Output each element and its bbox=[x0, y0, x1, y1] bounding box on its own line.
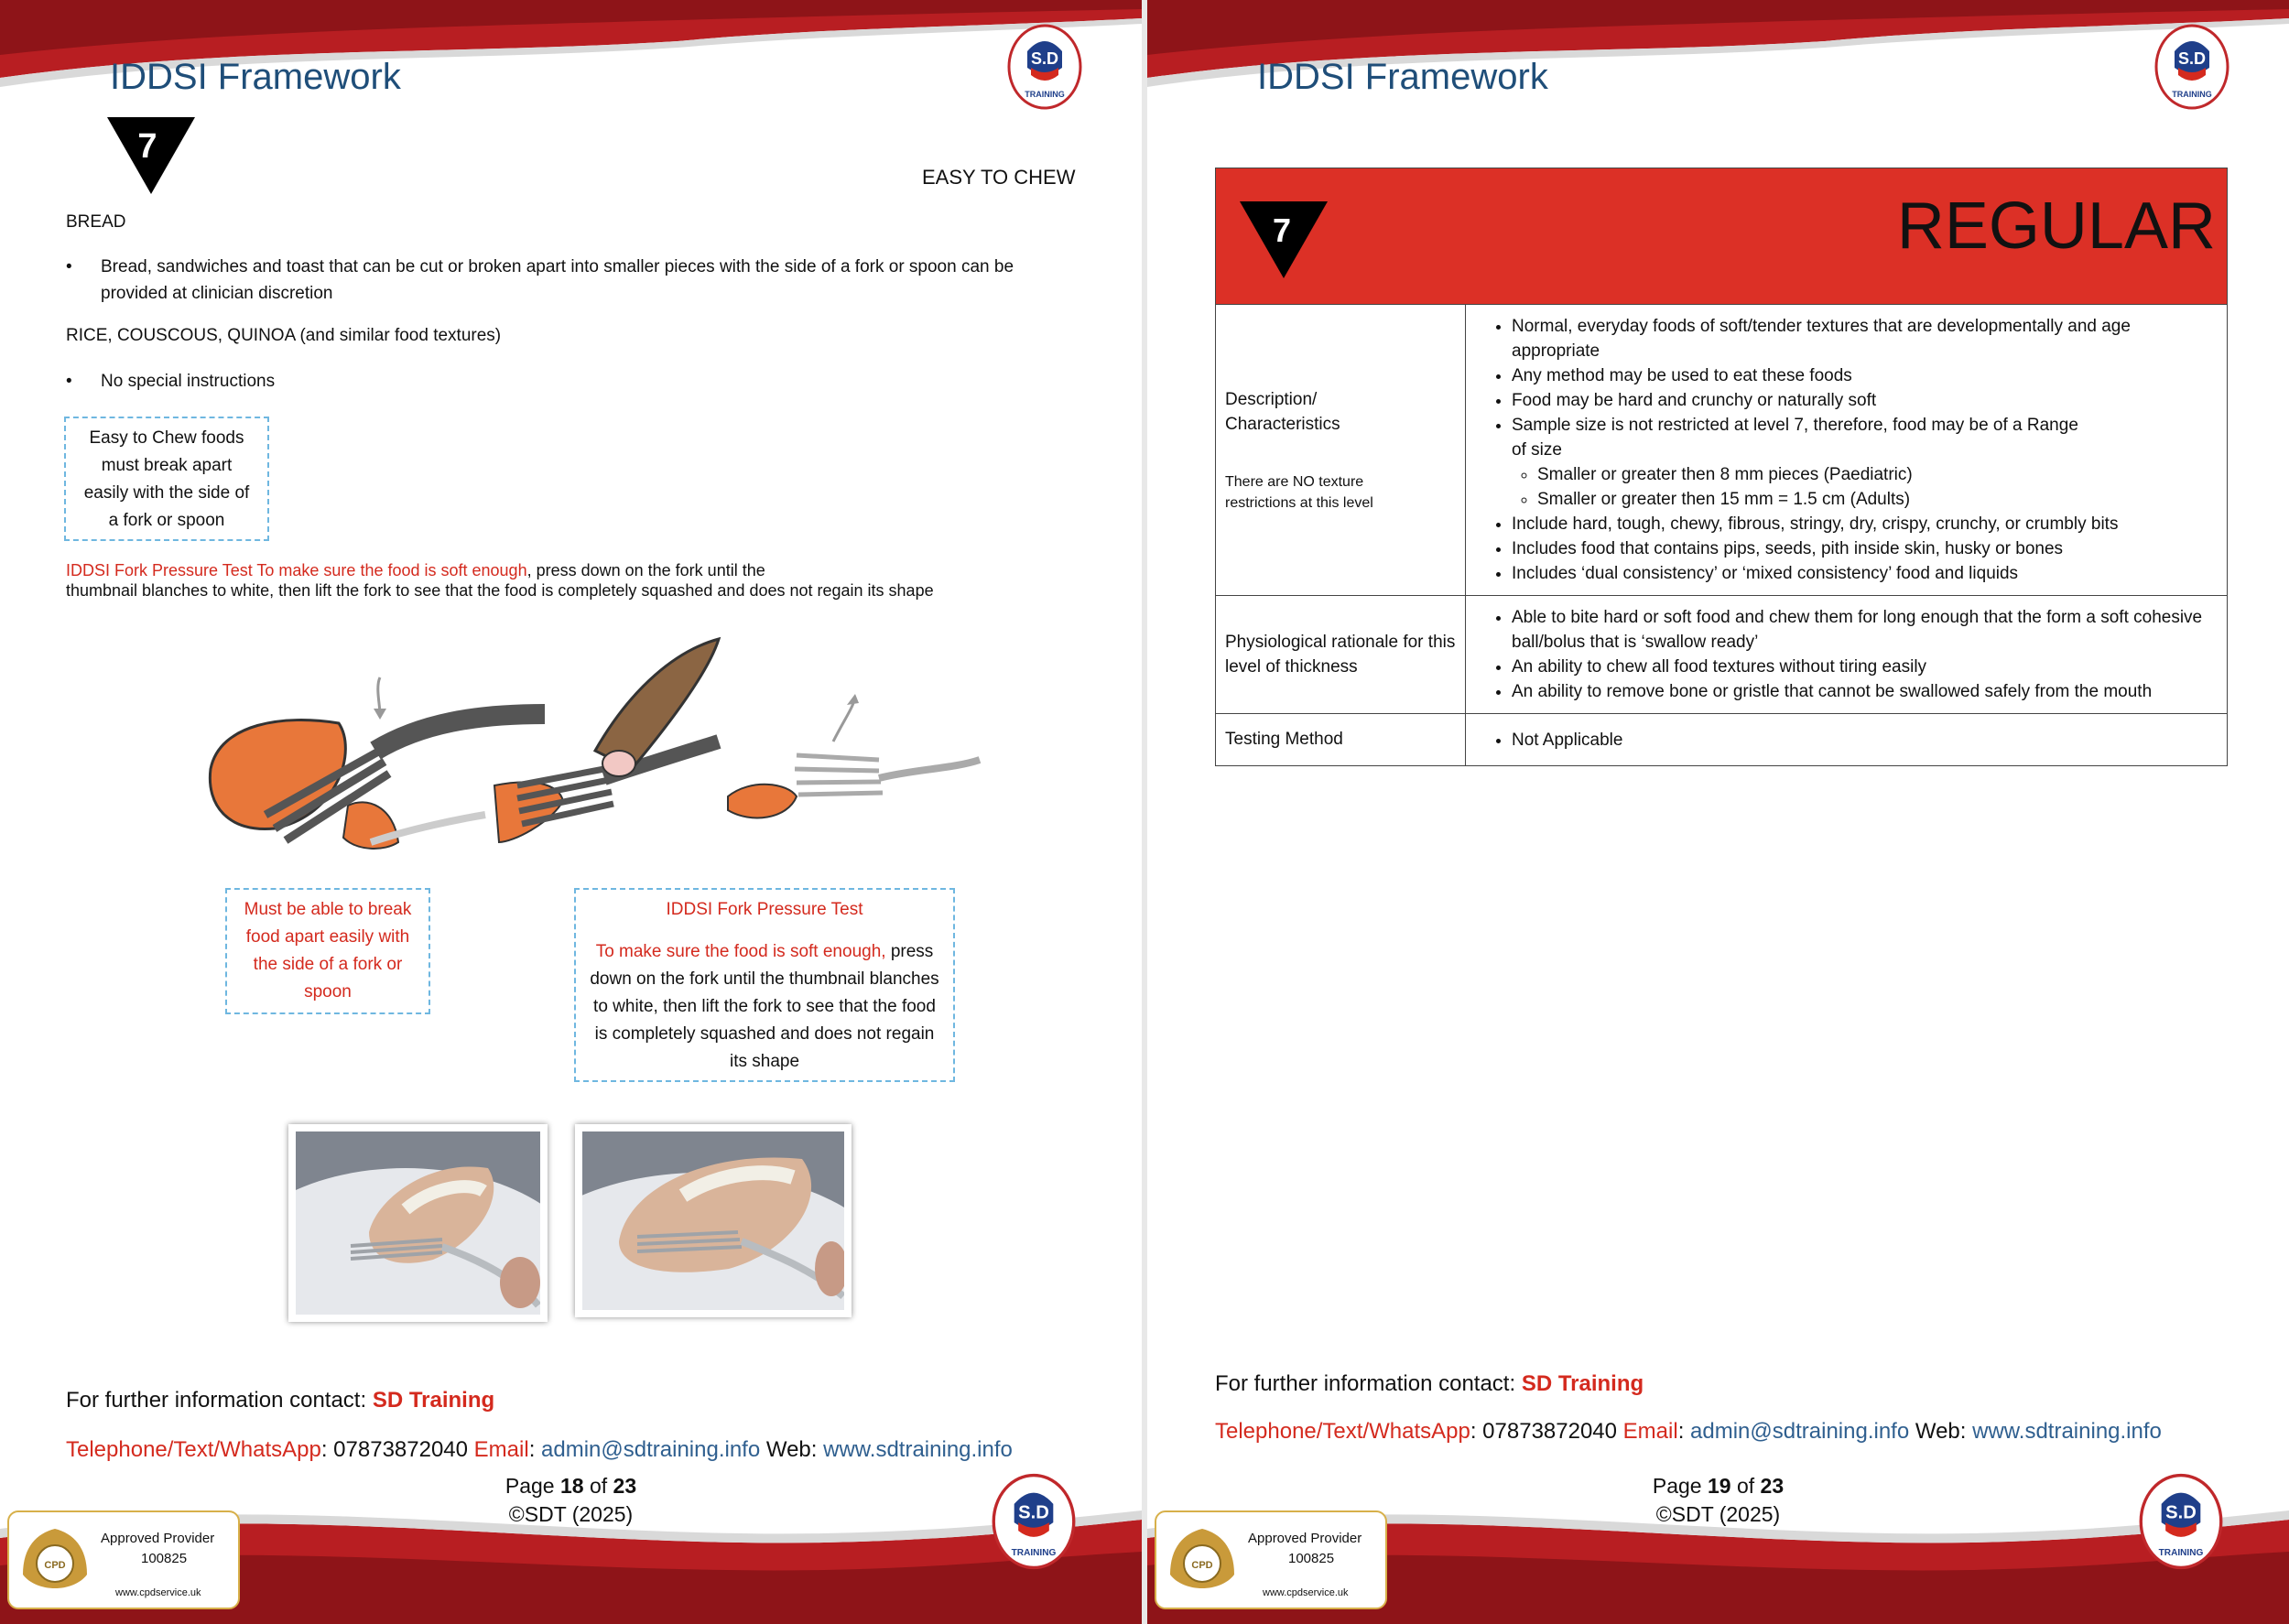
table-row bbox=[1216, 714, 2228, 766]
svg-text:TRAINING: TRAINING bbox=[1025, 90, 1065, 99]
web-label: Web: bbox=[1909, 1419, 1973, 1444]
level-7-triangle-icon bbox=[107, 117, 195, 194]
phone-label: Telephone/Text/WhatsApp bbox=[66, 1437, 321, 1462]
svg-text:7: 7 bbox=[137, 127, 157, 166]
copyright: ©SDT (2025) bbox=[1655, 1502, 1781, 1526]
regular-level-table bbox=[1215, 168, 2228, 766]
rice-heading: RICE, COUSCOUS, QUINOA (and similar food textures) bbox=[66, 326, 502, 345]
cpd-approved-badge bbox=[1155, 1510, 1387, 1609]
list-item: • Not Applicable bbox=[1512, 728, 2216, 752]
list-item: • An ability to chew all food textures without tiring easily bbox=[1512, 655, 2216, 679]
list-item bbox=[1512, 413, 2079, 512]
list-item: • Includes food that contains pips, seeds, pith inside skin, husky or bones bbox=[1512, 536, 2216, 561]
email-label: Email bbox=[473, 1437, 529, 1462]
phone-label: Telephone/Text/WhatsApp bbox=[1215, 1419, 1470, 1444]
contact-org: SD Training bbox=[1521, 1371, 1644, 1396]
badge-line2: 100825 bbox=[1288, 1551, 1335, 1566]
section-heading: EASY TO CHEW bbox=[922, 166, 1076, 189]
level-7-triangle-icon bbox=[1240, 201, 1328, 278]
row-label-testing: Testing Method bbox=[1216, 714, 1466, 766]
page-label: Page bbox=[1652, 1474, 1702, 1498]
email-colon: : bbox=[528, 1437, 542, 1462]
email-label: Email bbox=[1622, 1419, 1678, 1444]
svg-text:S.D: S.D bbox=[1018, 1502, 1049, 1523]
email-colon: : bbox=[1677, 1419, 1691, 1444]
contact-details bbox=[66, 1437, 1013, 1463]
phone-number: : 07873872040 bbox=[1470, 1419, 1623, 1444]
page-current: 18 bbox=[559, 1474, 584, 1498]
page-of: of bbox=[589, 1474, 608, 1498]
list-item: • Normal, everyday foods of soft/tender textures that are developmentally and age appropriate bbox=[1512, 314, 2216, 363]
email-link[interactable]: admin@sdtraining.info bbox=[1690, 1419, 1910, 1444]
contact-intro-text: For further information contact: bbox=[1215, 1371, 1522, 1396]
page-number bbox=[0, 1474, 1142, 1499]
svg-text:TRAINING: TRAINING bbox=[1011, 1548, 1057, 1559]
table-title-cell bbox=[1216, 168, 2228, 305]
badge-line2: 100825 bbox=[141, 1551, 188, 1566]
list-item: • Includes ‘dual consistency’ or ‘mixed consistency’ food and liquids bbox=[1512, 561, 2216, 586]
food-photo-before bbox=[288, 1124, 548, 1322]
web-link[interactable]: www.sdtraining.info bbox=[1972, 1419, 2162, 1444]
badge-url: www.cpdservice.uk bbox=[115, 1587, 201, 1598]
web-label: Web: bbox=[760, 1437, 824, 1462]
sd-training-logo-footer bbox=[2139, 1467, 2223, 1575]
svg-text:S.D: S.D bbox=[1030, 49, 1059, 68]
document-page-18 bbox=[0, 0, 1142, 1624]
svg-text:S.D: S.D bbox=[2177, 49, 2207, 68]
list-item-text: Sample size is not restricted at level 7, therefore, food may be of a Range of size bbox=[1512, 416, 2078, 460]
bread-bullet: • Bread, sandwiches and toast that can be cut or broken apart into smaller pieces with the side of a fork or spoon can be provided at clinician discretion bbox=[101, 254, 1080, 307]
list-item: • Any method may be used to eat these foods bbox=[1512, 363, 2216, 388]
svg-text:CPD: CPD bbox=[44, 1560, 66, 1571]
svg-text:7: 7 bbox=[1272, 211, 1292, 249]
header-title: IDDSI Framework bbox=[110, 57, 401, 97]
svg-text:TRAINING: TRAINING bbox=[2172, 90, 2212, 99]
badge-url: www.cpdservice.uk bbox=[1263, 1587, 1349, 1598]
cpd-crest-icon bbox=[1166, 1520, 1239, 1602]
cpd-crest-icon bbox=[18, 1520, 92, 1602]
caption-break-apart: Must be able to break food apart easily with the side of a fork or spoon bbox=[225, 888, 430, 1014]
caption-fork-test bbox=[574, 888, 955, 1082]
sd-training-logo-footer bbox=[992, 1467, 1076, 1575]
copyright: ©SDT (2025) bbox=[508, 1502, 634, 1526]
fork-test-paragraph bbox=[66, 560, 1119, 601]
svg-text:TRAINING: TRAINING bbox=[2158, 1548, 2204, 1559]
row-content-physiological bbox=[1466, 596, 2228, 714]
list-item: • An ability to remove bone or gristle that cannot be swallowed safely from the mouth bbox=[1512, 679, 2216, 704]
sd-training-logo bbox=[2154, 24, 2229, 110]
document-page-19 bbox=[1147, 0, 2289, 1624]
page-number bbox=[1147, 1474, 2289, 1499]
page-of: of bbox=[1736, 1474, 1755, 1498]
fork-pressure-illustration bbox=[201, 632, 989, 870]
cpd-approved-badge bbox=[7, 1510, 240, 1609]
caption-fork-test-body: press down on the fork until the thumbnail blanches to white, then lift the fork to see that the food is completely squashed and does not regain its shape bbox=[590, 942, 939, 1071]
row-label: Description/ Characteristics bbox=[1225, 389, 1340, 434]
list-item: • Include hard, tough, chewy, fibrous, stringy, dry, crispy, crunchy, or crumbly bits bbox=[1512, 512, 2216, 536]
table-row bbox=[1216, 596, 2228, 714]
sd-training-logo bbox=[1007, 24, 1082, 110]
page-current: 19 bbox=[1707, 1474, 1731, 1498]
svg-text:S.D: S.D bbox=[2165, 1502, 2197, 1523]
fork-test-text-1: , press down on the fork until the bbox=[526, 561, 765, 579]
svg-text:CPD: CPD bbox=[1191, 1560, 1213, 1571]
header-title: IDDSI Framework bbox=[1257, 57, 1548, 97]
list-item: • Food may be hard and crunchy or naturally soft bbox=[1512, 388, 2216, 413]
fork-test-text-2: thumbnail blanches to white, then lift the fork to see that the food is completely squashed and does not regain its shape bbox=[66, 581, 934, 600]
page-total: 23 bbox=[613, 1474, 637, 1498]
caption-fork-test-title: IDDSI Fork Pressure Test bbox=[666, 900, 863, 919]
sub-list-item: ◦ Smaller or greater then 15 mm = 1.5 cm (Adults) bbox=[1537, 487, 2079, 512]
rice-bullet: • No special instructions bbox=[101, 368, 275, 395]
row-sub-label: There are NO texture restrictions at this level bbox=[1225, 473, 1373, 511]
page-total: 23 bbox=[1760, 1474, 1785, 1498]
page-label: Page bbox=[504, 1474, 555, 1498]
bread-heading: BREAD bbox=[66, 212, 126, 232]
phone-number: : 07873872040 bbox=[320, 1437, 474, 1462]
row-content-testing bbox=[1466, 714, 2228, 766]
table-title-row bbox=[1216, 168, 2228, 305]
row-label-description bbox=[1216, 305, 1466, 596]
note-box: Easy to Chew foods must break apart easily with the side of a fork or spoon bbox=[64, 417, 269, 541]
contact-intro bbox=[1215, 1371, 1644, 1397]
contact-intro bbox=[66, 1388, 494, 1413]
level-title: REGULAR bbox=[1896, 189, 2216, 263]
badge-line1: Approved Provider bbox=[1248, 1531, 1362, 1546]
list-item: • Able to bite hard or soft food and chew them for long enough that the form a soft cohesive ball/bolus that is ‘swallow ready’ bbox=[1512, 605, 2216, 655]
contact-org: SD Training bbox=[372, 1388, 495, 1413]
badge-line1: Approved Provider bbox=[101, 1531, 215, 1546]
email-link[interactable]: admin@sdtraining.info bbox=[541, 1437, 761, 1462]
web-link[interactable]: www.sdtraining.info bbox=[823, 1437, 1013, 1462]
food-photo-after bbox=[575, 1124, 852, 1317]
sub-list-item: ◦ Smaller or greater then 8 mm pieces (Paediatric) bbox=[1537, 462, 2079, 487]
fork-test-red-text: IDDSI Fork Pressure Test To make sure the food is soft enough bbox=[66, 561, 527, 579]
caption-fork-test-red: To make sure the food is soft enough, bbox=[595, 942, 886, 961]
contact-intro-text: For further information contact: bbox=[66, 1388, 373, 1413]
contact-details bbox=[1215, 1419, 2162, 1445]
row-label-physiological: Physiological rationale for this level of thickness bbox=[1216, 596, 1466, 714]
table-row bbox=[1216, 305, 2228, 596]
row-content-description bbox=[1466, 305, 2228, 596]
